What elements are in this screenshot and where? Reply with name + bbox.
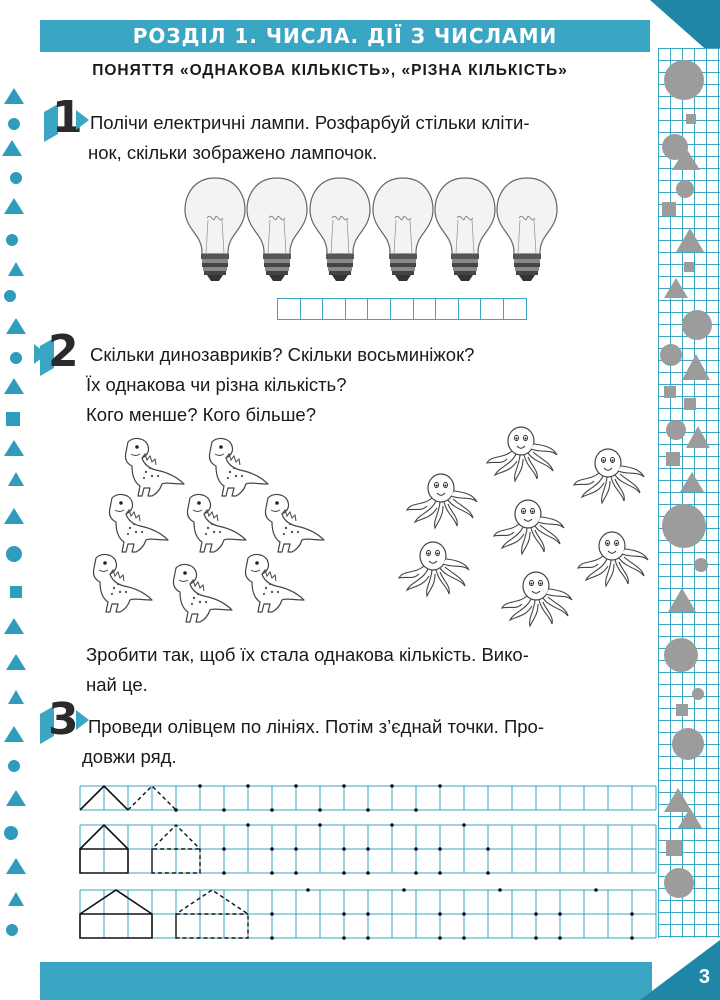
guide-dot	[594, 888, 598, 892]
guide-dot	[438, 936, 442, 940]
subtitle: ПОНЯТТЯ «ОДНАКОВА КІЛЬКІСТЬ», «РІЗНА КІЛЬКІСТЬ»	[92, 62, 568, 79]
guide-dot	[270, 871, 274, 875]
text-line: Проведи олівцем по лініях. Потім з’єднай точки. Про-	[88, 716, 544, 737]
guide-dot	[558, 912, 562, 916]
guide-dot	[366, 808, 370, 812]
guide-dot	[462, 936, 466, 940]
text-line: Полічи електричні лампи. Розфарбуй стільки кліти-	[90, 112, 530, 133]
guide-dot	[246, 784, 250, 788]
guide-dot	[414, 808, 418, 812]
guide-dot	[366, 871, 370, 875]
guide-dot	[318, 808, 322, 812]
guide-dot	[462, 912, 466, 916]
guide-dot	[270, 808, 274, 812]
guide-dot	[390, 784, 394, 788]
guide-dot	[558, 936, 562, 940]
guide-dot	[342, 936, 346, 940]
guide-dot	[294, 847, 298, 851]
guide-dot	[366, 936, 370, 940]
guide-dot	[390, 823, 394, 827]
guide-dot	[342, 784, 346, 788]
text-line: Кого менше? Кого більше?	[86, 404, 317, 425]
guide-dot	[342, 871, 346, 875]
guide-dot	[294, 871, 298, 875]
guide-dot	[366, 847, 370, 851]
guide-dot	[342, 847, 346, 851]
guide-dot	[222, 871, 226, 875]
guide-dot	[246, 823, 250, 827]
guide-dot	[402, 888, 406, 892]
guide-dot	[486, 847, 490, 851]
guide-dot	[498, 888, 502, 892]
guide-dot	[306, 888, 310, 892]
guide-dot	[294, 784, 298, 788]
text-line: Скільки динозавриків? Скільки восьминіжок?	[90, 344, 475, 365]
task-1-number: 1	[52, 92, 83, 143]
traced-line	[80, 890, 152, 938]
guide-dot	[198, 784, 202, 788]
guide-dot	[534, 912, 538, 916]
text-line: Зробити так, щоб їх стала однакова кількість. Вико-	[86, 644, 529, 665]
guide-dot	[630, 936, 634, 940]
guide-dot	[174, 808, 178, 812]
text-line: Їх однакова чи різна кількість?	[86, 374, 347, 395]
guide-dot	[270, 912, 274, 916]
guide-dot	[462, 823, 466, 827]
guide-dot	[270, 936, 274, 940]
guide-dot	[318, 823, 322, 827]
task-2-number: 2	[48, 326, 79, 377]
task-3-number: 3	[48, 694, 79, 745]
guide-dot	[222, 847, 226, 851]
guide-dot	[438, 847, 442, 851]
guide-dot	[366, 912, 370, 916]
guide-dot	[222, 808, 226, 812]
text-line: най це.	[86, 674, 148, 695]
guide-dot	[486, 871, 490, 875]
guide-dot	[414, 847, 418, 851]
guide-dot	[630, 912, 634, 916]
footer-bar	[40, 962, 652, 1000]
guide-dot	[414, 871, 418, 875]
guide-dot	[438, 784, 442, 788]
guide-dot	[270, 847, 274, 851]
text-line: нок, скільки зображено лампочок.	[88, 142, 378, 163]
section-title: РОЗДІЛ 1. ЧИСЛА. ДІЇ З ЧИСЛАМИ	[132, 24, 558, 48]
guide-dot	[534, 936, 538, 940]
guide-dot	[438, 871, 442, 875]
guide-dot	[438, 912, 442, 916]
text-line: довжи ряд.	[82, 746, 177, 767]
guide-dot	[342, 912, 346, 916]
page-number: 3	[698, 966, 710, 988]
